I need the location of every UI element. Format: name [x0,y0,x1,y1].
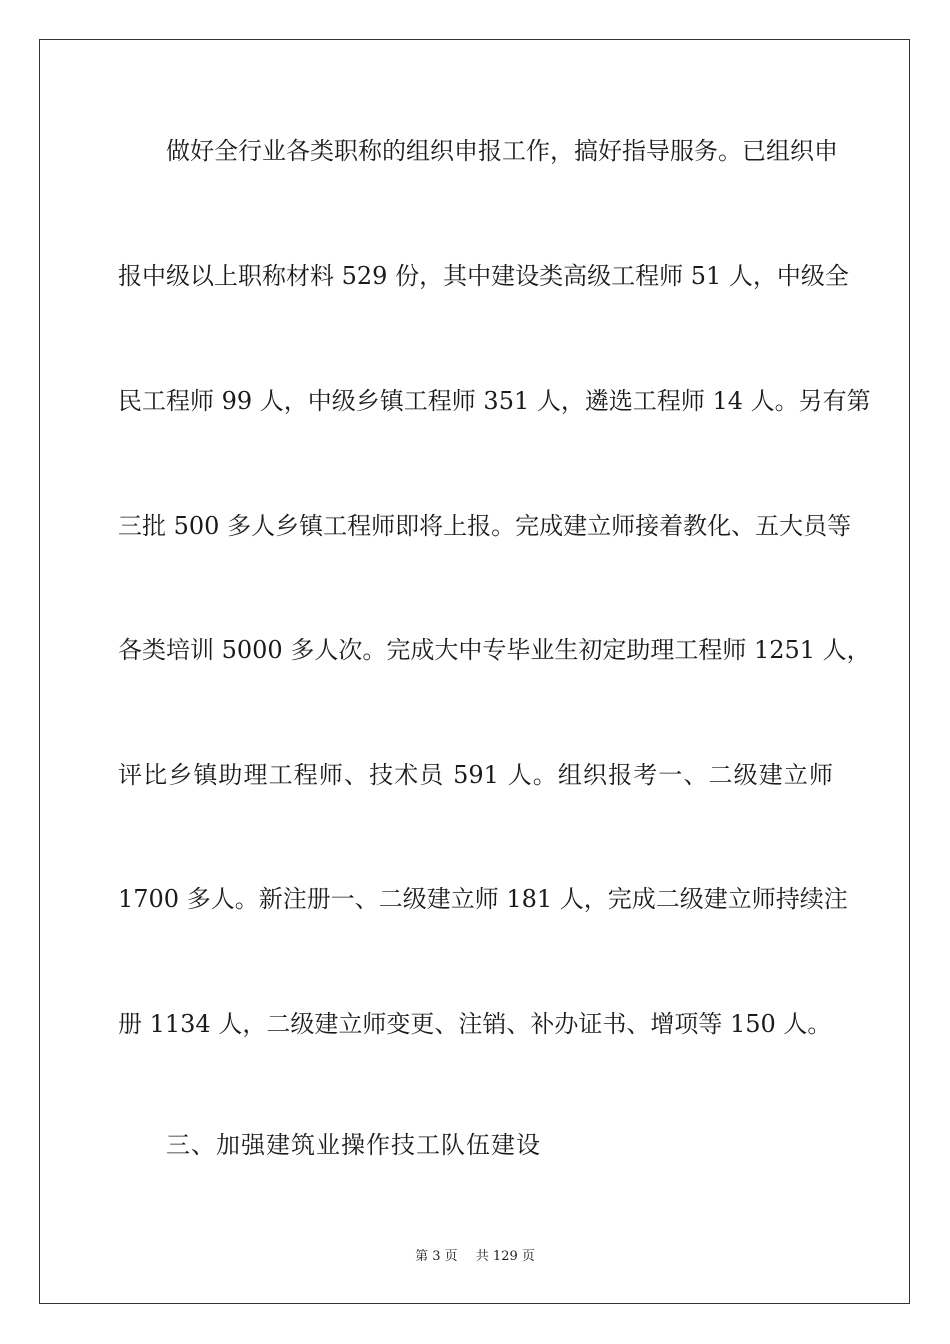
paragraph-line-7: 1700 多人。新注册一、二级建立师 181 人，完成二级建立师持续注 [118,885,848,913]
paragraph-line-1: 做好全行业各类职称的组织申报工作，搞好指导服务。已组织申 [166,137,838,165]
section-heading: 三、加强建筑业操作技工队伍建设 [166,1131,541,1159]
page-total: 共 129 页 [475,1249,535,1264]
paragraph-line-5: 各类培训 5000 多人次。完成大中专毕业生初定助理工程师 1251 人， [118,636,871,664]
paragraph-line-2: 报中级以上职称材料 529 份，其中建设类高级工程师 51 人，中级全 [118,262,849,290]
page-number: 第 3 页 [415,1249,458,1264]
paragraph-line-4: 三批 500 多人乡镇工程师即将上报。完成建立师接着教化、五大员等 [118,512,852,540]
page-footer [0,1248,950,1266]
paragraph-line-8: 册 1134 人，二级建立师变更、注销、补办证书、增项等 150 人。 [118,1010,832,1038]
page-border [39,39,910,1304]
paragraph-line-6: 评比乡镇助理工程师、技术员 591 人。组织报考一、二级建立师 [118,761,833,789]
paragraph-line-3: 民工程师 99 人，中级乡镇工程师 351 人，遴选工程师 14 人。另有第 [118,387,871,415]
